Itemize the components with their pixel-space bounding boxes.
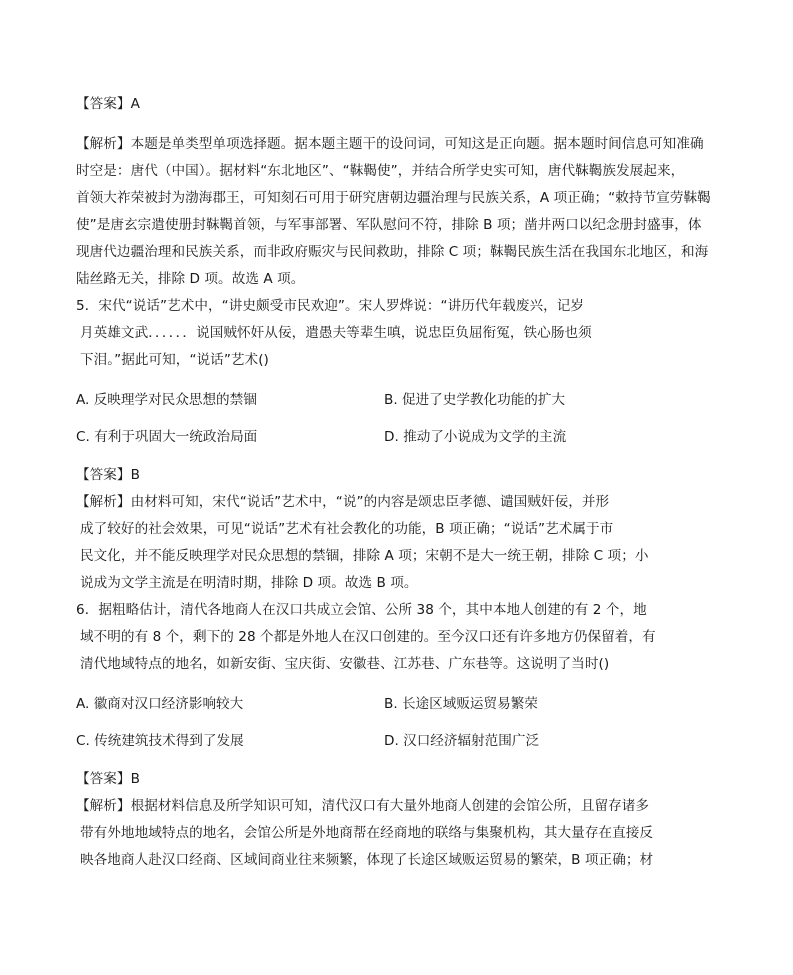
q6-option-a: A. 徽商对汉口经济影响较大 (76, 696, 244, 712)
q6-analysis-line-1: 【解析】根据材料信息及所学知识可知，清代汉口有大量外地商人创建的会馆公所，且留存诸多 (76, 798, 650, 814)
q6-answer: 【答案】B (76, 771, 140, 787)
q5-option-c: C. 有利于巩固大一统政治局面 (76, 429, 258, 445)
q5-analysis-line-3: 民文化，并不能反映理学对民众思想的禁锢，排除 A 项；宋朝不是大一统王朝，排除 C 项；小 (80, 548, 649, 564)
q5-answer: 【答案】B (76, 467, 140, 483)
q5-analysis-line-1: 【解析】由材料可知，宋代“说话”艺术中，“说”的内容是颂忠臣孝德、谴国贼奸佞，并形 (76, 494, 610, 510)
q5-option-d: D. 推动了小说成为文学的主流 (384, 429, 567, 445)
q5-stem-line-1: 5．宋代“说话”艺术中，“讲史颇受市民欢迎”。宋人罗烨说：“讲历代年载废兴，记岁 (76, 298, 585, 314)
q6-stem-line-3: 清代地域特点的地名，如新安街、宝庆街、安徽巷、江苏巷、广东巷等。这说明了当时() (80, 656, 610, 672)
q4-analysis-line-5: 现唐代边疆治理和民族关系，而非政府赈灾与民间救助，排除 C 项；靺鞨民族生活在我国东北地区，和海 (76, 244, 709, 260)
q4-analysis-line-2: 时空是：唐代（中国）。据材料“东北地区”、“靺鞨使”，并结合所学史实可知，唐代靺鞨族发展起来， (76, 163, 685, 179)
q4-analysis-line-4: 使”是唐玄宗遣使册封靺鞨首领，与军事部署、军队慰问不符，排除 B 项；凿井两口以纪念册封盛事，体 (76, 217, 702, 233)
q6-stem-line-2: 域不明的有 8 个，剩下的 28 个都是外地人在汉口创建的。至今汉口还有许多地方仍保留着，有 (80, 629, 656, 645)
q5-analysis-line-4: 说成为文学主流是在明清时期，排除 D 项。故选 B 项。 (80, 575, 418, 591)
q6-option-b: B. 长途区域贩运贸易繁荣 (384, 696, 538, 712)
q5-analysis-line-2: 成了较好的社会效果，可见“说话”艺术有社会教化的功能，B 项正确；“说话”艺术属于市 (80, 521, 614, 537)
q5-option-a: A. 反映理学对民众思想的禁锢 (76, 392, 257, 408)
q4-analysis-line-6: 陆丝路无关，排除 D 项。故选 A 项。 (76, 271, 305, 287)
q6-stem-line-1: 6．据粗略估计，清代各地商人在汉口共成立会馆、公所 38 个，其中本地人创建的有 2 个，地 (76, 602, 647, 618)
q4-analysis-line-3: 首领大祚荣被封为渤海郡王，可知刻石可用于研究唐朝边疆治理与民族关系，A 项正确；“敕持节宣劳靺鞨 (76, 190, 711, 206)
q6-option-c: C. 传统建筑技术得到了发展 (76, 733, 244, 749)
q5-option-b: B. 促进了史学教化功能的扩大 (384, 392, 566, 408)
q5-stem-line-2: 月英雄文武．．．．．．说国贼怀奸从佞，遣愚夫等辈生嗔，说忠臣负屈衔冤，铁心肠也须 (80, 325, 592, 341)
q4-analysis-line-1: 【解析】本题是单类型单项选择题。据本题主题干的设问词，可知这是正向题。据本题时间信息可知准确 (76, 136, 704, 152)
q6-analysis-line-2: 带有外地地域特点的地名，会馆公所是外地商帮在经商地的联络与集聚机构，其大量存在直接反 (80, 825, 654, 841)
q6-analysis-line-3: 映各地商人赴汉口经商、区域间商业往来频繁，体现了长途区域贩运贸易的繁荣，B 项正确；材 (80, 852, 654, 868)
q4-answer: 【答案】A (76, 96, 140, 112)
q6-option-d: D. 汉口经济辐射范围广泛 (384, 733, 540, 749)
q5-stem-line-3: 下泪。”据此可知，“说话”艺术() (80, 352, 269, 368)
